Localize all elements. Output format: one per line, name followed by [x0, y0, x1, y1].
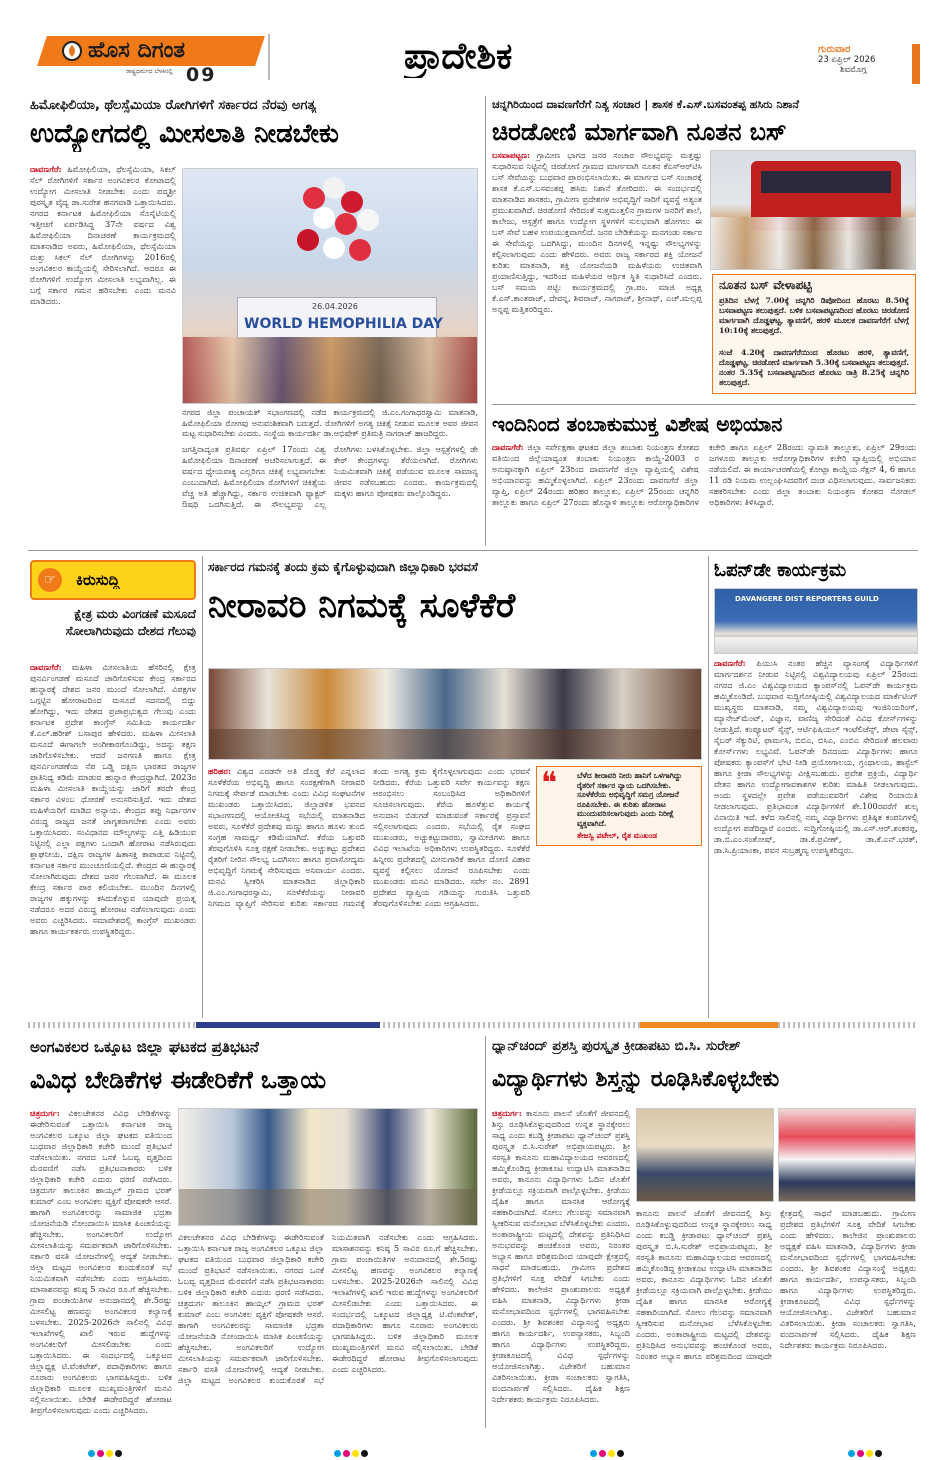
- divider: [202, 556, 203, 1018]
- story5-headline: ಓಪನ್‌ಡೇ ಕಾರ್ಯಕ್ರಮ: [714, 560, 847, 581]
- quote-author: ತೇಜಸ್ವಿ ಪಟೇಲ್, ರೈತ ಮುಖಂಡ: [577, 831, 658, 840]
- day-label: ಗುರುವಾರ: [818, 44, 851, 55]
- story7-body-right: [636, 1208, 916, 1426]
- story7-photo-2: [778, 1108, 916, 1202]
- story2-photo: [710, 150, 916, 270]
- story7-body-left: [492, 1108, 630, 1426]
- story5-body-text: ಪಿಯುಸಿ ನಂತರ ಹೆಚ್ಚಿನ ವ್ಯಾಸಂಗಕ್ಕೆ ವಿದ್ಯಾರ್ಥಿಗಳಿಗೆ ಮಾರ್ಗದರ್ಶನ ನೀಡುವ ನಿಟ್ಟಿನಲ್ಲಿ ವಿಶ್ವವಿದ್ಯಾಲಯವು ಏಪ್ರಿಲ್ 25ರಂದು ನಗರದ ಜಿ.ಎಂ ವಿಶ್ವವಿದ್ಯಾಲಯದ ಕ್ಯಾಂಪಸ್‌ನಲ್ಲಿ ಓಪನ್‌ಡೇ ಕಾರ್ಯಕ್ರಮ ಹಮ್ಮಿಕೊಂಡಿದೆ. ಬುಧವಾರ ಸುದ್ದಿಗೋಷ್ಠಿಯಲ್ಲಿ ವಿಶ್ವವಿದ್ಯಾಲಯದ ಮಾರ್ಕೆಟಿಂಗ್ ಮುಖ್ಯಸ್ಥರು ಮಾತನಾಡಿ, ನಮ್ಮ ವಿಶ್ವವಿದ್ಯಾಲಯವು ಇಂಜಿನಿಯರಿಂಗ್, ಮ್ಯಾನೇಜ್‌ಮೆಂಟ್, ವಿಜ್ಞಾನ, ವಾಣಿಜ್ಯ ಸೇರಿದಂತೆ ವಿವಿಧ ಕೋರ್ಸ್‌ಗಳನ್ನು ನೀಡುತ್ತಿದೆ. ಕಂಪ್ಯೂಟರ್ ಸೈನ್ಸ್, ಆರ್ಟಿಫಿಷಿಯಲ್ ಇಂಟೆಲಿಜೆನ್ಸ್, ಡೇಟಾ ಸೈನ್ಸ್, ಸೈಬರ್ ಸೆಕ್ಯುರಿಟಿ, ಫಾರ್ಮಸಿ, ಬಿಬಿಎ, ಬಿಸಿಎ, ಎಂಬಿಎ ಸೇರಿದಂತೆ ಹಲವಾರು ಕೋರ್ಸ್‌ಗಳು ಲಭ್ಯವಿವೆ. ಓಪನ್‌ಡೇ ದಿನದಂದು ವಿದ್ಯಾರ್ಥಿಗಳು ಹಾಗೂ ಪೋಷಕರು ಕ್ಯಾಂಪಸ್‌ಗೆ ಭೇಟಿ ನೀಡಿ ಪ್ರಯೋಗಾಲಯ, ಗ್ರಂಥಾಲಯ, ಹಾಸ್ಟೆಲ್ ಹಾಗೂ ಕ್ರೀಡಾ ಸೌಲಭ್ಯಗಳನ್ನು ವೀಕ್ಷಿಸಬಹುದು. ಪ್ರವೇಶ ಪ್ರಕ್ರಿಯೆ, ವಿದ್ಯಾರ್ಥಿ ವೇತನ ಹಾಗೂ ಉದ್ಯೋಗಾವಕಾಶಗಳ ಕುರಿತು ಮಾಹಿತಿ ನೀಡಲಾಗುವುದು. ಅಂದು ಸ್ಥಳದಲ್ಲೇ ಪ್ರವೇಶ ಪಡೆಯುವವರಿಗೆ ವಿಶೇಷ ರಿಯಾಯಿತಿ ನೀಡಲಾಗುವುದು. ಪ್ರತಿಭಾವಂತ ವಿದ್ಯಾರ್ಥಿಗಳಿಗೆ ಶೇ.100ರವರೆಗೆ ಶುಲ್ಕ ವಿನಾಯಿತಿ ಇದೆ. ಕಳೆದ ಸಾಲಿನಲ್ಲಿ ನಮ್ಮ ವಿದ್ಯಾರ್ಥಿಗಳು ಪ್ರತಿಷ್ಠಿತ ಕಂಪನಿಗಳಲ್ಲಿ ಉದ್ಯೋಗ ಪಡೆದಿದ್ದಾರೆ ಎಂದರು. ಸುದ್ದಿಗೋಷ್ಠಿಯಲ್ಲಿ ಡಾ.ಎಸ್.ಆರ್.ಶಂಕರಪ್ಪ, ಡಾ.ಬಿ.ಎಂ.ಸಂತೋಷ್, ಡಾ.ಕೆ.ಪ್ರವೀಣ್, ಡಾ.ಕೆ.ಎನ್.ಭರತ್, ಡಾ.ಸಿ.ಪ್ರಿಯಾಂಕಾ, ಪವನ ಸುಬ್ರಹ್ಮಣ್ಯ ಉಪಸ್ಥಿತರಿದ್ದರು.: [714, 658, 918, 855]
- story4-photo: [208, 668, 702, 760]
- bus-schedule-title: ನೂತನ ಬಸ್ ವೇಳಾಪಟ್ಟಿ: [719, 278, 812, 292]
- separator-orange: [640, 1022, 778, 1028]
- story3-body-text: ಜಿಲ್ಲಾ ಸರ್ವೇಕ್ಷಣಾ ಘಟಕದ ಜಿಲ್ಲಾ ತಂಬಾಕು ನಿಯಂತ್ರಣ ಕೋಶದ ವತಿಯಿಂದ ಜಿಲ್ಲೆಯಾದ್ಯಂತ ತಂಬಾಕು ನಿಯಂತ್ರಣ ಕಾಯ್ದೆ-2003 ರ ಅನುಷ್ಠಾನಕ್ಕಾಗಿ ಏಪ್ರಿಲ್ 23ರಿಂದ ದಾವಣಗೆರೆ ಜಿಲ್ಲಾ ವ್ಯಾಪ್ತಿಯಲ್ಲಿ ವಿಶೇಷ ಅಭಿಯಾನವನ್ನು ಹಮ್ಮಿಕೊಳ್ಳಲಾಗಿದೆ. ಏಪ್ರಿಲ್ 23ರಂದು ದಾವಣಗೆರೆ ಜಿಲ್ಲಾ ವ್ಯಾಪ್ತಿ, ಏಪ್ರಿಲ್ 24ರಂದು ಹರಿಹರ ತಾಲ್ಲೂಕು, ಏಪ್ರಿಲ್ 25ರಂದು ಚನ್ನಗಿರಿ ತಾಲ್ಲೂಕು ಹಾಗೂ ಏಪ್ರಿಲ್ 27ರಂದು ಹೊನ್ನಾಳಿ ತಾಲ್ಲೂಕು ಆರೋಗ್ಯಾಧಿಕಾರಿಗಳ ಕಚೇರಿ ಹಾಗೂ ಏಪ್ರಿಲ್ 28ರಂದು ನ್ಯಾಮತಿ ತಾಲ್ಲೂಕು, ಏಪ್ರಿಲ್ 29ರಂದು ಜಗಳೂರು ತಾಲ್ಲೂಕು ಆರೋಗ್ಯಾಧಿಕಾರಿಗಳ ಕಚೇರಿ ವ್ಯಾಪ್ತಿಯಲ್ಲಿ ಅಭಿಯಾನ ನಡೆಯಲಿದೆ. ಈ ಕಾರ್ಯಾಚರಣೆಯಲ್ಲಿ ಕೋಟ್ಪಾ ಕಾಯ್ದೆಯ ಸೆಕ್ಷನ್ 4, 6 ಹಾಗೂ 11 ರಡಿ ನಿಯಮ ಉಲ್ಲಂಘಿಸಿದವರಿಗೆ ದಂಡ ವಿಧಿಸಲಾಗುವುದು. ಸಾರ್ವಜನಿಕರು ಸಹಕರಿಸಬೇಕು ಎಂದು ಜಿಲ್ಲಾ ತಂಬಾಕು ನಿಯಂತ್ರಣ ಕೋಶದ ನೋಡಲ್ ಅಧಿಕಾರಿಗಳು ತಿಳಿಸಿದ್ದಾರೆ.: [492, 442, 916, 507]
- story6-photo: [178, 1108, 478, 1226]
- story7-body-text: ಕಾನೂನು ಪಾಲನೆ ಜೊತೆಗೆ ಜೀವನದಲ್ಲಿ ಶಿಸ್ತು ರೂಢಿಸಿಕೊಳ್ಳುವುದರಿಂದ ಉನ್ನತ ಸ್ಥಾನಕ್ಕೇರಲು ಸಾಧ್ಯ ಎಂದು ಕಬಡ್ಡಿ ಕ್ರೀಡಾಪಟು ಧ್ಯಾನ್‌ಚಂದ್ ಪ್ರಶಸ್ತಿ ಪುರಸ್ಕೃತ ಬಿ.ಸಿ.ಸುರೇಶ್ ಅಭಿಪ್ರಾಯಪಟ್ಟರು. ಶ್ರೀ ಸರಸ್ವತಿ ಕಾನೂನು ಮಹಾವಿದ್ಯಾಲಯದ ಆವರಣದಲ್ಲಿ ಹಮ್ಮಿಕೊಂಡಿದ್ದ ಕ್ರೀಡಾಕೂಟ ಉದ್ಘಾಟಿಸಿ ಮಾತನಾಡಿದ ಅವರು, ಕಾನೂನು ವಿದ್ಯಾರ್ಥಿಗಳು ಓದಿನ ಜೊತೆಗೆ ಕ್ರೀಡೆಯಲ್ಲೂ ಸಕ್ರಿಯವಾಗಿ ಪಾಲ್ಗೊಳ್ಳಬೇಕು. ಕ್ರೀಡೆಯು ದೈಹಿಕ ಹಾಗೂ ಮಾನಸಿಕ ಆರೋಗ್ಯಕ್ಕೆ ಸಹಕಾರಿಯಾಗಿದೆ. ಸೋಲು ಗೆಲುವನ್ನು ಸಮಾನವಾಗಿ ಸ್ವೀಕರಿಸುವ ಮನೋಭಾವ ಬೆಳೆಸಿಕೊಳ್ಳಬೇಕು ಎಂದರು. ಅಂತಾರಾಷ್ಟ್ರೀಯ ಮಟ್ಟದಲ್ಲಿ ದೇಶವನ್ನು ಪ್ರತಿನಿಧಿಸಿದ ಅನುಭವವನ್ನು ಹಂಚಿಕೊಂಡ ಅವರು, ನಿರಂತರ ಅಭ್ಯಾಸ ಹಾಗೂ ಪರಿಶ್ರಮದಿಂದ ಯಾವುದೇ ಕ್ಷೇತ್ರದಲ್ಲಿ ಸಾಧನೆ ಮಾಡಬಹುದು. ಗ್ರಾಮೀಣ ಪ್ರದೇಶದ ಪ್ರತಿಭೆಗಳಿಗೆ ಸೂಕ್ತ ವೇದಿಕೆ ಸಿಗಬೇಕು ಎಂದು ಹೇಳಿದರು. ಕಾಲೇಜಿನ ಪ್ರಾಂಶುಪಾಲರು ಅಧ್ಯಕ್ಷತೆ ವಹಿಸಿ ಮಾತನಾಡಿ, ವಿದ್ಯಾರ್ಥಿಗಳು ಕ್ರೀಡಾ ಮನೋಭಾವದಿಂದ ಸ್ಪರ್ಧೆಗಳಲ್ಲಿ ಭಾಗವಹಿಸಬೇಕು ಎಂದರು. ಶ್ರೀ ಶಿವಶಂಕರ ವಿದ್ಯಾಸಂಸ್ಥೆ ಅಧ್ಯಕ್ಷರು ಹಾಗೂ ಕಾರ್ಯದರ್ಶಿ, ಉಪನ್ಯಾಸಕರು, ಸಿಬ್ಬಂದಿ ಹಾಗೂ ವಿದ್ಯಾರ್ಥಿಗಳು ಉಪಸ್ಥಿತರಿದ್ದರು. ಕ್ರೀಡಾಕೂಟದಲ್ಲಿ ವಿವಿಧ ಸ್ಪರ್ಧೆಗಳನ್ನು ಆಯೋಜಿಸಲಾಗಿತ್ತು. ವಿಜೇತರಿಗೆ ಬಹುಮಾನ ವಿತರಿಸಲಾಯಿತು. ಕ್ರೀಡಾ ಸಂಚಾಲಕರು ಸ್ವಾಗತಿಸಿ, ವಂದನಾರ್ಪಣೆ ಸಲ್ಲಿಸಿದರು. ದೈಹಿಕ ಶಿಕ್ಷಣ ನಿರ್ದೇಶಕರು ಕಾರ್ಯಕ್ರಮ ನಿರೂಪಿಸಿದರು.: [492, 1108, 630, 1404]
- story2-headline: ಚಿರಡೋಣಿ ಮಾರ್ಗವಾಗಿ ನೂತನ ಬಸ್: [492, 118, 787, 146]
- quote-text: ಬೆಳೆದ ಶೀರಾವರಿ ನೀರು ಹಾನಿಗೆ ಒಳಗಾಗಿದ್ದು ರೈತರಿಗೆ ಸರ್ಕಾರ ನ್ಯಾಯ ಒದಗಿಸಬೇಕು. ಸೂಳೆಕೆರೆಯ ಅಭಿವೃದ್ಧಿಗೆ ಸಮಗ್ರ ಯೋಜನೆ ರೂಪಿಸಬೇಕು. ಈ ಕುರಿತು ಹೋರಾಟ ಮುಂದುವರಿಸಲಾಗುವುದು ಎಂದು ನಿರೀಕ್ಷೆ ವ್ಯಕ್ತವಾಗಿದೆ.: [577, 771, 682, 828]
- story4-body: [208, 766, 530, 1014]
- divider: [485, 96, 486, 546]
- logo-subtitle: ರಾಷ್ಟ್ರಧರ್ಮದ ಬೆಳಕಿನಲ್ಲಿ: [126, 68, 173, 75]
- story3-headline: ಇಂದಿನಿಂದ ತಂಬಾಕುಮುಕ್ತ ವಿಶೇಷ ಅಭಿಯಾನ: [492, 412, 783, 436]
- story6-body-text: ವಿಕಲಚೇತನರ ವಿವಿಧ ಬೇಡಿಕೆಗಳನ್ನು ಈಡೇರಿಸುವಂತೆ ಒತ್ತಾಯಿಸಿ ಕರ್ನಾಟಕ ರಾಜ್ಯ ಅಂಗವಿಕಲರ ಒಕ್ಕೂಟ ಜಿಲ್ಲಾ ಘಟಕದ ವತಿಯಿಂದ ಬುಧವಾರ ಜಿಲ್ಲಾಧಿಕಾರಿ ಕಚೇರಿ ಮುಂದೆ ಪ್ರತಿಭಟನೆ ನಡೆಸಲಾಯಿತು. ನಗರದ ಒನಕೆ ಓಬವ್ವ ವೃತ್ತದಿಂದ ಮೆರವಣಿಗೆ ನಡೆಸಿ ಪ್ರತಿಭಟನಾಕಾರರು ಬಳಿಕ ಜಿಲ್ಲಾಧಿಕಾರಿ ಕಚೇರಿ ಎದುರು ಧರಣಿ ನಡೆಸಿದರು. ಚಿತ್ರದುರ್ಗ ತಾಲೂಕಿನ ಹಾಯ್ಕಲ್ ಗ್ರಾಮದ ಭರತ್ ಕುಮಾರ್ ಎಂಬ ಅಂಗವಿಕಲ ವ್ಯಕ್ತಿಗೆ ಪೋಷಕರೇ ಆಸರೆ. ಹಾಗಾಗಿ ಅಂಗವಿಕಲರನ್ನು ಸಾಮಾಜಿಕ ಭದ್ರತಾ ಯೋಜನೆಯಡಿ ನೋಂದಾಯಿಸಿ ಮಾಸಿಕ ಪಿಂಚಣಿಯನ್ನು ಹೆಚ್ಚಿಸಬೇಕು. ಅಂಗವಿಕಲರಿಗೆ ಉದ್ಯೋಗ ಮೀಸಲಾತಿಯನ್ನು ಸಮರ್ಪಕವಾಗಿ ಜಾರಿಗೊಳಿಸಬೇಕು. ಸರ್ಕಾರಿ ವಸತಿ ಯೋಜನೆಗಳಲ್ಲಿ ಆದ್ಯತೆ ನೀಡಬೇಕು. ಜಿಲ್ಲಾ ಮಟ್ಟದ ಅಂಗವಿಕಲರ ಕುಂದುಕೊರತೆ ಸಭೆ ನಿಯಮಿತವಾಗಿ ನಡೆಸಬೇಕು ಎಂದು ಆಗ್ರಹಿಸಿದರು. ಮಾಸಾಶನವನ್ನು ಕನಿಷ್ಠ 5 ಸಾವಿರ ರೂ.ಗೆ ಹೆಚ್ಚಿಸಬೇಕು. ಗ್ರಾಮ ಪಂಚಾಯಿತಿಗಳ ಅನುದಾನದಲ್ಲಿ ಶೇ.5ರಷ್ಟು ಮೀಸಲಿಟ್ಟ ಹಣವನ್ನು ಅಂಗವಿಕಲರ ಕಲ್ಯಾಣಕ್ಕೆ ಬಳಸಬೇಕು. 2025-2026ನೇ ಸಾಲಿನಲ್ಲಿ ವಿವಿಧ ಇಲಾಖೆಗಳಲ್ಲಿ ಖಾಲಿ ಇರುವ ಹುದ್ದೆಗಳನ್ನು ಅಂಗವಿಕಲರಿಗೆ ಮೀಸಲಿಡಬೇಕು ಎಂದು ಒತ್ತಾಯಿಸಿದರು. ಈ ಸಂದರ್ಭದಲ್ಲಿ ಒಕ್ಕೂಟದ ಜಿಲ್ಲಾಧ್ಯಕ್ಷ ಟಿ.ವೆಂಕಟೇಶ್, ಪದಾಧಿಕಾರಿಗಳು ಹಾಗೂ ನೂರಾರು ಅಂಗವಿಕಲರು ಭಾಗವಹಿಸಿದ್ದರು. ಬಳಿಕ ಜಿಲ್ಲಾಧಿಕಾರಿ ಮೂಲಕ ಮುಖ್ಯಮಂತ್ರಿಗಳಿಗೆ ಮನವಿ ಸಲ್ಲಿಸಲಾಯಿತು. ಬೇಡಿಕೆ ಈಡೇರದಿದ್ದರೆ ಹೋರಾಟ ತೀವ್ರಗೊಳಿಸಲಾಗುವುದು ಎಂದು ಎಚ್ಚರಿಸಿದರು.: [30, 1108, 172, 1415]
- story1-body-left: [30, 164, 176, 542]
- balloons-decor: [283, 177, 393, 297]
- quote-icon: ❝: [541, 766, 558, 801]
- logo-text: ಹೊಸ ದಿಗಂತ: [88, 38, 186, 63]
- kirusuddi-dateline: ದಾವಣಗೆರೆ:: [30, 662, 62, 672]
- meeting-decor: [209, 729, 702, 760]
- photo-banner-text: WORLD HEMOPHILIA DAY: [244, 316, 443, 332]
- story1-body1: ಹಿಮೋಫಿಲಿಯಾ, ಥೆಲಸ್ಸೆಮಿಯಾ, ಸಿಕಲ್ ಸೆಲ್ ರೋಗಿಗಳಿಗೆ ಸರ್ಕಾರ ಅಂಗವಿಕಲರ ಕೋಟಾದಲ್ಲಿ ಉದ್ಯೋಗ ಮೀಸಲಾತಿ ನೀಡಬೇಕು ಎಂದು ಪದ್ಮಶ್ರೀ ಪುರಸ್ಕೃತ ವೈದ್ಯ ಡಾ.ಸುರೇಶ ಹನಗವಾಡಿ ಒತ್ತಾಯಿಸಿದರು. ನಗರದ ಕರ್ನಾಟಕ ಹಿಮೋಫಿಲಿಯಾ ಸೊಸೈಟಿಯಲ್ಲಿ ಇತ್ತೀಚಿಗೆ ಏರ್ಪಡಿಸಿದ್ದ 37ನೇ ವರ್ಷದ ವಿಶ್ವ ಹಿಮೋಫಿಲಿಯಾ ದಿನಾಚರಣೆ ಕಾರ್ಯಕ್ರಮದಲ್ಲಿ ಮಾತನಾಡಿದ ಅವರು, ಹಿಮೋಫಿಲಿಯಾ, ಥೆಲಸ್ಸೆಮಿಯಾ ಮತ್ತು ಸಿಕಲ್ ಸೆಲ್ ರೋಗಿಗಳನ್ನು 2016ರಲ್ಲಿ ಅಂಗವಿಕಲರ ಕಾಯ್ದೆಯಲ್ಲಿ ಸೇರಿಸಲಾಗಿದೆ. ಆದರೂ ಈ ರೋಗಿಗಳಿಗೆ ಉದ್ಯೋಗ ಮೀಸಲಾತಿ ಲಭ್ಯವಾಗಿಲ್ಲ. ಈ ಬಗ್ಗೆ ಸರ್ಕಾರ ಗಮನ ಹರಿಸಬೇಕು ಎಂದು ಮನವಿ ಮಾಡಿದರು.: [30, 164, 176, 306]
- story7-dateline: ಚಿತ್ರದುರ್ಗ:: [492, 1108, 522, 1118]
- separator-blue: [196, 1022, 380, 1028]
- story1-caption: ನಗರದ ಜಿಲ್ಲಾ ಪಂಚಾಯತ್ ಸಭಾಂಗಣದಲ್ಲಿ ನಡೆದ ಕಾರ್ಯಕ್ರಮದಲ್ಲಿ ಜಿ.ಎಂ.ಗಂಗಾಧರಸ್ವಾಮಿ ಮಾತನಾಡಿ, ಹಿಮೋಫಿಲಿಯಾ ರೋಗವು ಅನುವಂಶಿಕವಾಗಿ ಬರುತ್ತದೆ. ರೋಗಿಗಳಿಗೆ ಅಗತ್ಯ ಚಿಕಿತ್ಸೆ ನೀಡುವ ಮೂಲಕ ಅವರ ಜೀವನ ಮಟ್ಟ ಸುಧಾರಿಸಬೇಕು ಎಂದರು. ಸಂಸ್ಥೆಯ ಕಾರ್ಯದರ್ಶಿ ಡಾ.ಅಭಿಷೇಕ್ ಪ್ರತಿಮತ್ರಿ ನಾಗರಾಜ್ ಹಾಜರಿದ್ದರು.: [182, 408, 478, 438]
- story6-body-right: [178, 1232, 478, 1426]
- story6-headline: ವಿವಿಧ ಬೇಡಿಕೆಗಳ ಈಡೇರಿಕೆಗೆ ಒತ್ತಾಯ: [30, 1066, 327, 1094]
- edge-tab: [912, 44, 920, 84]
- story4-kicker: ಸರ್ಕಾರದ ಗಮನಕ್ಕೆ ತಂದು ಕ್ರಮ ಕೈಗೊಳ್ಳುವುದಾಗಿ ಜಿಲ್ಲಾಧಿಕಾರಿ ಭರವಸೆ: [208, 560, 478, 574]
- story4-headline: ನೀರಾವರಿ ನಿಗಮಕ್ಕೆ ಸೂಳೆಕೆರೆ: [208, 586, 516, 626]
- kirusuddi-headline: ಕ್ಷೇತ್ರ ಮರು ವಿಂಗಡಣೆ ಮಸೂದೆ ಸೋಲಾಗಿರುವುದು ದೇಶದ ಗೆಲುವು: [65, 607, 196, 638]
- story7-body-cont: ಕಾನೂನು ಪಾಲನೆ ಜೊತೆಗೆ ಜೀವನದಲ್ಲಿ ಶಿಸ್ತು ರೂಢಿಸಿಕೊಳ್ಳುವುದರಿಂದ ಉನ್ನತ ಸ್ಥಾನಕ್ಕೇರಲು ಸಾಧ್ಯ ಎಂದು ಕಬಡ್ಡಿ ಕ್ರೀಡಾಪಟು ಧ್ಯಾನ್‌ಚಂದ್ ಪ್ರಶಸ್ತಿ ಪುರಸ್ಕೃತ ಬಿ.ಸಿ.ಸುರೇಶ್ ಅಭಿಪ್ರಾಯಪಟ್ಟರು. ಶ್ರೀ ಸರಸ್ವತಿ ಕಾನೂನು ಮಹಾವಿದ್ಯಾಲಯದ ಆವರಣದಲ್ಲಿ ಹಮ್ಮಿಕೊಂಡಿದ್ದ ಕ್ರೀಡಾಕೂಟ ಉದ್ಘಾಟಿಸಿ ಮಾತನಾಡಿದ ಅವರು, ಕಾನೂನು ವಿದ್ಯಾರ್ಥಿಗಳು ಓದಿನ ಜೊತೆಗೆ ಕ್ರೀಡೆಯಲ್ಲೂ ಸಕ್ರಿಯವಾಗಿ ಪಾಲ್ಗೊಳ್ಳಬೇಕು. ಕ್ರೀಡೆಯು ದೈಹಿಕ ಹಾಗೂ ಮಾನಸಿಕ ಆರೋಗ್ಯಕ್ಕೆ ಸಹಕಾರಿಯಾಗಿದೆ. ಸೋಲು ಗೆಲುವನ್ನು ಸಮಾನವಾಗಿ ಸ್ವೀಕರಿಸುವ ಮನೋಭಾವ ಬೆಳೆಸಿಕೊಳ್ಳಬೇಕು ಎಂದರು. ಅಂತಾರಾಷ್ಟ್ರೀಯ ಮಟ್ಟದಲ್ಲಿ ದೇಶವನ್ನು ಪ್ರತಿನಿಧಿಸಿದ ಅನುಭವವನ್ನು ಹಂಚಿಕೊಂಡ ಅವರು, ನಿರಂತರ ಅಭ್ಯಾಸ ಹಾಗೂ ಪರಿಶ್ರಮದಿಂದ ಯಾವುದೇ ಕ್ಷೇತ್ರದಲ್ಲಿ ಸಾಧನೆ ಮಾಡಬಹುದು. ಗ್ರಾಮೀಣ ಪ್ರದೇಶದ ಪ್ರತಿಭೆಗಳಿಗೆ ಸೂಕ್ತ ವೇದಿಕೆ ಸಿಗಬೇಕು ಎಂದು ಹೇಳಿದರು. ಕಾಲೇಜಿನ ಪ್ರಾಂಶುಪಾಲರು ಅಧ್ಯಕ್ಷತೆ ವಹಿಸಿ ಮಾತನಾಡಿ, ವಿದ್ಯಾರ್ಥಿಗಳು ಕ್ರೀಡಾ ಮನೋಭಾವದಿಂದ ಸ್ಪರ್ಧೆಗಳಲ್ಲಿ ಭಾಗವಹಿಸಬೇಕು ಎಂದರು. ಶ್ರೀ ಶಿವಶಂಕರ ವಿದ್ಯಾಸಂಸ್ಥೆ ಅಧ್ಯಕ್ಷರು ಹಾಗೂ ಕಾರ್ಯದರ್ಶಿ, ಉಪನ್ಯಾಸಕರು, ಸಿಬ್ಬಂದಿ ಹಾಗೂ ವಿದ್ಯಾರ್ಥಿಗಳು ಉಪಸ್ಥಿತರಿದ್ದರು. ಕ್ರೀಡಾಕೂಟದಲ್ಲಿ ವಿವಿಧ ಸ್ಪರ್ಧೆಗಳನ್ನು ಆಯೋಜಿಸಲಾಗಿತ್ತು. ವಿಜೇತರಿಗೆ ಬಹುಮಾನ ವಿತರಿಸಲಾಯಿತು. ಕ್ರೀಡಾ ಸಂಚಾಲಕರು ಸ್ವಾಗತಿಸಿ, ವಂದನಾರ್ಪಣೆ ಸಲ್ಲಿಸಿದರು. ದೈಹಿಕ ಶಿಕ್ಷಣ ನಿರ್ದೇಶಕರು ಕಾರ್ಯಕ್ರಮ ನಿರೂಪಿಸಿದರು.: [636, 1208, 916, 1361]
- story1-photo: [182, 168, 478, 404]
- story4-dateline: ಹರಿಹರ:: [208, 766, 232, 776]
- kirusuddi-tag: [30, 560, 196, 600]
- story7-photo-1: [636, 1108, 774, 1202]
- section-title: ಪ್ರಾದೇಶಿಕ: [404, 35, 513, 77]
- bus-schedule-line-1: ಪ್ರತಿದಿನ ಬೆಳಗ್ಗೆ 7.00ಕ್ಕೆ ಚನ್ನಗಿರಿ ಡಿಪೋದಿಂದ ಹೊರಟು 8.50ಕ್ಕೆ ಬಸವಾಪಟ್ಟಣ ತಲುಪುತ್ತದೆ. ಬಳಿಕ ಬಸವಾಪಟ್ಟಣದಿಂದ ಹೊರಟು ಚಿರಡೋಣಿ ಮಾರ್ಗವಾಗಿ ದೊಡ್ಡಘಟ್ಟ, ತ್ಯಾವಣಿಗೆ, ಹರಳಿ ಮೂಲಕ ದಾವಣಗೆರೆಗೆ ಬೆಳಗ್ಗೆ 10:10ಕ್ಕೆ ತಲುಪುತ್ತದೆ.: [719, 296, 909, 335]
- story5-dateline: ದಾವಣಗೆರೆ:: [714, 658, 746, 668]
- city-label: ಶಿವಮೊಗ್ಗ: [840, 65, 867, 75]
- story2-dateline: ಬಸವಾಪಟ್ಟಣ:: [492, 150, 531, 160]
- divider: [708, 556, 709, 1018]
- story3-body: [492, 442, 916, 544]
- bus-schedule-box: [712, 274, 916, 394]
- story2-body-text: ಗ್ರಾಮೀಣ ಭಾಗದ ಜನರ ಸಂಚಾರ ಸೌಲಭ್ಯವನ್ನು ಮತ್ತಷ್ಟು ಸುಧಾರಿಸುವ ನಿಟ್ಟಿನಲ್ಲಿ ಚಿರಡೋಣಿ ಗ್ರಾಮದ ಮಾರ್ಗವಾಗಿ ನೂತನ ಕೆಎಸ್ಆರ್‌ಟಿಸಿ ಬಸ್ ಸೇವೆಯನ್ನು ಬುಧವಾರ ಪ್ರಾರಂಭಿಸಲಾಯಿತು. ಈ ಮಾರ್ಗದ ಬಸ್ ಸಂಚಾರಕ್ಕೆ ಶಾಸಕ ಕೆ.ಎಸ್.ಬಸವಂತಪ್ಪ ಹಸಿರು ನಿಶಾನೆ ತೋರಿದರು. ಈ ಸಂದರ್ಭದಲ್ಲಿ ಮಾತನಾಡಿದ ಶಾಸಕರು, ಗ್ರಾಮೀಣ ಪ್ರದೇಶಗಳ ಅಭಿವೃದ್ಧಿಗೆ ಸಾರಿಗೆ ವ್ಯವಸ್ಥೆ ಅತ್ಯಂತ ಪ್ರಮುಖವಾಗಿದೆ. ಚಿರಡೋಣಿ ಸೇರಿದಂತೆ ಸುತ್ತಮುತ್ತಲಿನ ಗ್ರಾಮಗಳ ಜನರಿಗೆ ಶಾಲೆ, ಕಾಲೇಜು, ಆಸ್ಪತ್ರೆಗೆ ಹಾಗೂ ಉದ್ಯೋಗ ಸ್ಥಳಗಳಿಗೆ ಸುಲಭವಾಗಿ ಹೋಗಲು ಈ ಬಸ್ ಸೇವೆ ಬಹಳ ಉಪಯುಕ್ತವಾಗಲಿದೆ. ಜನರ ಬೇಡಿಕೆಯನ್ನು ಮನಗಂಡು ಸರ್ಕಾರ ಈ ಸೇವೆಯನ್ನು ಒದಗಿಸಿದ್ದು, ಮುಂದಿನ ದಿನಗಳಲ್ಲಿ ಇನ್ನಷ್ಟು ಸೌಲಭ್ಯಗಳನ್ನು ಕಲ್ಪಿಸಲಾಗುವುದು ಎಂದು ಹೇಳಿದರು. ಅವರು ರಾಜ್ಯ ಸರ್ಕಾರದ ಶಕ್ತಿ ಯೋಜನೆ ಕುರಿತು ಮಾತನಾಡಿ, ಶಕ್ತಿ ಯೋಜನೆಯಡಿ ಮಹಿಳೆಯರು ಉಚಿತವಾಗಿ ಪ್ರಯಾಣಿಸುತ್ತಿದ್ದು, ಇದರಿಂದ ಮಹಿಳೆಯರ ಆರ್ಥಿಕ ಸ್ಥಿತಿ ಸುಧಾರಿಸಿದೆ ಎಂದರು. ಬಸ್ ಸಮಯ ಪಟ್ಟಿ: ಕಾರ್ಯಕ್ರಮದಲ್ಲಿ ಗ್ರಾ.ಪಂ. ಮಾಜಿ ಅಧ್ಯಕ್ಷ ಕೆ.ಎಸ್.ಕಾಂತರಾಜ್, ದೇವನ್ನ, ಶಿವರಾಜ್, ನಾಗರಾಜ್, ಶ್ರೀನಾಥ್, ಎಚ್.ಮಲ್ಲಪ್ಪ ಅನ್ನಪ್ಪ ಮತ್ತಿತರರಿದ್ದರು.: [492, 150, 702, 314]
- photo-banner-date: 26.04.2026: [312, 302, 358, 311]
- story5-photo: [714, 588, 918, 654]
- story2-kicker: ಚನ್ನಗಿರಿಯಿಂದ ದಾವಣಗೆರೆಗೆ ನಿತ್ಯ ಸಂಚಾರ | ಶಾಸಕ ಕೆ.ಎಸ್.ಬಸವಂತಪ್ಪ ಹಸಿರು ನಿಶಾನೆ: [492, 98, 799, 111]
- divider: [28, 550, 918, 551]
- kirusuddi-body-text: ಮಹಿಳಾ ಮೀಸಲಾತಿಯ ಹೆಸರಿನಲ್ಲಿ ಕ್ಷೇತ್ರ ಪುನರ್ವಿಂಗಡಣೆ ಮಸೂದೆ ಜಾರಿಗೊಳಿಸುವ ಕೇಂದ್ರ ಸರ್ಕಾರದ ಹುನ್ನಾರಕ್ಕೆ ದೇಶದ ಜನರ ಮುಂದೆ ಸೋಲಾಗಿದೆ. ವಿಪಕ್ಷಗಳ ಒಗ್ಗಟ್ಟಿನ ಹೋರಾಟದಿಂದ ಮಸೂದೆ ಸದನದಲ್ಲಿ ಬಿದ್ದು ಹೋಗಿದ್ದು, ಇದು ದೇಶದ ಪ್ರಜಾಪ್ರಭುತ್ವದ ಗೆಲುವು ಎಂದು ಕರ್ನಾಟಕ ಪ್ರದೇಶ ಕಾಂಗ್ರೆಸ್ ಸಮಿತಿಯ ಕಾರ್ಯದರ್ಶಿ ಕೆ.ಎಲ್.ಹರೀಶ್ ಬಸಾಪುರ ಹೇಳಿದರು. ಮಹಿಳಾ ಮೀಸಲಾತಿ ಮಸೂದೆ ಈಗಾಗಲೇ ಅಂಗೀಕಾರಗೊಂಡಿದ್ದು, ಅದನ್ನು ತಕ್ಷಣ ಜಾರಿಗೊಳಿಸಬೇಕು. ಆದರೆ ಜನಗಣತಿ ಹಾಗೂ ಕ್ಷೇತ್ರ ಪುನರ್ವಿಂಗಡಣೆಯ ನೆಪ ಒಡ್ಡಿ ದಕ್ಷಿಣ ಭಾರತದ ರಾಜ್ಯಗಳ ಪ್ರಾತಿನಿಧ್ಯ ಕಡಿಮೆ ಮಾಡುವ ಹುನ್ನಾರ ಕೇಂದ್ರದ್ದಾಗಿದೆ. 2023ರ ಮಹಿಳಾ ಮೀಸಲಾತಿ ಕಾಯ್ದೆಯನ್ನು ಜಾರಿಗೆ ತರದೇ ಕೇಂದ್ರ ಸರ್ಕಾರ ವಿಳಂಬ ಧೋರಣೆ ಅನುಸರಿಸುತ್ತಿದೆ. ಇದು ದೇಶದ ಮಹಿಳೆಯರಿಗೆ ಮಾಡಿದ ಅನ್ಯಾಯ. ಕೇಂದ್ರದ ತಪ್ಪು ನಿರ್ಧಾರಗಳ ವಿರುದ್ಧ ರಾಜ್ಯದ ಜನತೆ ಜಾಗೃತರಾಗಬೇಕು ಎಂದು ಅವರು ಒತ್ತಾಯಿಸಿದರು. ಸಂವಿಧಾನದ ಮೌಲ್ಯಗಳನ್ನು ಎತ್ತಿ ಹಿಡಿಯುವ ನಿಟ್ಟಿನಲ್ಲಿ ಎಲ್ಲಾ ಪಕ್ಷಗಳು ಒಂದಾಗಿ ಹೋರಾಟ ನಡೆಸಿರುವುದು ಶ್ಲಾಘನೀಯ. ದಕ್ಷಿಣ ರಾಜ್ಯಗಳ ಹಿತಾಸಕ್ತಿ ಕಾಪಾಡುವ ನಿಟ್ಟಿನಲ್ಲಿ ಕರ್ನಾಟಕ ಸರ್ಕಾರ ಮುಂಚೂಣಿಯಲ್ಲಿದೆ. ಕೇಂದ್ರದ ಈ ಹುನ್ನಾರಕ್ಕೆ ಸೋಲಾಗಿರುವುದು ದೇಶದ ಜನರ ಗೆಲುವಾಗಿದೆ. ಈ ಮೂಲಕ ಕೇಂದ್ರ ಸರ್ಕಾರ ಪಾಠ ಕಲಿಯಬೇಕು. ಮುಂದಿನ ದಿನಗಳಲ್ಲಿ ರಾಜ್ಯಗಳ ಹಕ್ಕುಗಳನ್ನು ಕಸಿದುಕೊಳ್ಳುವ ಯಾವುದೇ ಪ್ರಯತ್ನ ನಡೆದರೂ ಅದರ ವಿರುದ್ಧ ಹೋರಾಟ ನಡೆಸಲಾಗುವುದು ಎಂದು ಅವರು ಎಚ್ಚರಿಸಿದರು. ಸಮಾವೇಶದಲ್ಲಿ ಕಾಂಗ್ರೆಸ್ ಮುಖಂಡರು ಹಾಗೂ ಕಾರ್ಯಕರ್ತರು ಉಪಸ್ಥಿತರಿದ್ದರು.: [30, 662, 196, 936]
- crowd-decor: [183, 337, 478, 404]
- date-label: 23 ಏಪ್ರಿಲ್ 2026: [818, 55, 876, 65]
- table-decor: [715, 637, 918, 654]
- divider: [485, 1036, 486, 1428]
- story6-kicker: ಅಂಗವಿಕಲರ ಒಕ್ಕೂಟ ಜಿಲ್ಲಾ ಘಟಕದ ಪ್ರತಿಭಟನೆ: [30, 1038, 259, 1056]
- story6-body-cont: ವಿಕಲಚೇತನರ ವಿವಿಧ ಬೇಡಿಕೆಗಳನ್ನು ಈಡೇರಿಸುವಂತೆ ಒತ್ತಾಯಿಸಿ ಕರ್ನಾಟಕ ರಾಜ್ಯ ಅಂಗವಿಕಲರ ಒಕ್ಕೂಟ ಜಿಲ್ಲಾ ಘಟಕದ ವತಿಯಿಂದ ಬುಧವಾರ ಜಿಲ್ಲಾಧಿಕಾರಿ ಕಚೇರಿ ಮುಂದೆ ಪ್ರತಿಭಟನೆ ನಡೆಸಲಾಯಿತು. ನಗರದ ಒನಕೆ ಓಬವ್ವ ವೃತ್ತದಿಂದ ಮೆರವಣಿಗೆ ನಡೆಸಿ ಪ್ರತಿಭಟನಾಕಾರರು ಬಳಿಕ ಜಿಲ್ಲಾಧಿಕಾರಿ ಕಚೇರಿ ಎದುರು ಧರಣಿ ನಡೆಸಿದರು. ಚಿತ್ರದುರ್ಗ ತಾಲೂಕಿನ ಹಾಯ್ಕಲ್ ಗ್ರಾಮದ ಭರತ್ ಕುಮಾರ್ ಎಂಬ ಅಂಗವಿಕಲ ವ್ಯಕ್ತಿಗೆ ಪೋಷಕರೇ ಆಸರೆ. ಹಾಗಾಗಿ ಅಂಗವಿಕಲರನ್ನು ಸಾಮಾಜಿಕ ಭದ್ರತಾ ಯೋಜನೆಯಡಿ ನೋಂದಾಯಿಸಿ ಮಾಸಿಕ ಪಿಂಚಣಿಯನ್ನು ಹೆಚ್ಚಿಸಬೇಕು. ಅಂಗವಿಕಲರಿಗೆ ಉದ್ಯೋಗ ಮೀಸಲಾತಿಯನ್ನು ಸಮರ್ಪಕವಾಗಿ ಜಾರಿಗೊಳಿಸಬೇಕು. ಸರ್ಕಾರಿ ವಸತಿ ಯೋಜನೆಗಳಲ್ಲಿ ಆದ್ಯತೆ ನೀಡಬೇಕು. ಜಿಲ್ಲಾ ಮಟ್ಟದ ಅಂಗವಿಕಲರ ಕುಂದುಕೊರತೆ ಸಭೆ ನಿಯಮಿತವಾಗಿ ನಡೆಸಬೇಕು ಎಂದು ಆಗ್ರಹಿಸಿದರು. ಮಾಸಾಶನವನ್ನು ಕನಿಷ್ಠ 5 ಸಾವಿರ ರೂ.ಗೆ ಹೆಚ್ಚಿಸಬೇಕು. ಗ್ರಾಮ ಪಂಚಾಯಿತಿಗಳ ಅನುದಾನದಲ್ಲಿ ಶೇ.5ರಷ್ಟು ಮೀಸಲಿಟ್ಟ ಹಣವನ್ನು ಅಂಗವಿಕಲರ ಕಲ್ಯಾಣಕ್ಕೆ ಬಳಸಬೇಕು. 2025-2026ನೇ ಸಾಲಿನಲ್ಲಿ ವಿವಿಧ ಇಲಾಖೆಗಳಲ್ಲಿ ಖಾಲಿ ಇರುವ ಹುದ್ದೆಗಳನ್ನು ಅಂಗವಿಕಲರಿಗೆ ಮೀಸಲಿಡಬೇಕು ಎಂದು ಒತ್ತಾಯಿಸಿದರು. ಈ ಸಂದರ್ಭದಲ್ಲಿ ಒಕ್ಕೂಟದ ಜಿಲ್ಲಾಧ್ಯಕ್ಷ ಟಿ.ವೆಂಕಟೇಶ್, ಪದಾಧಿಕಾರಿಗಳು ಹಾಗೂ ನೂರಾರು ಅಂಗವಿಕಲರು ಭಾಗವಹಿಸಿದ್ದರು. ಬಳಿಕ ಜಿಲ್ಲಾಧಿಕಾರಿ ಮೂಲಕ ಮುಖ್ಯಮಂತ್ರಿಗಳಿಗೆ ಮನವಿ ಸಲ್ಲಿಸಲಾಯಿತು. ಬೇಡಿಕೆ ಈಡೇರದಿದ್ದರೆ ಹೋರಾಟ ತೀವ್ರಗೊಳಿಸಲಾಗುವುದು ಎಂದು ಎಚ್ಚರಿಸಿದರು.: [178, 1232, 478, 1385]
- page-number: 09: [186, 65, 217, 85]
- story6-dateline: ಚಿತ್ರದುರ್ಗ:: [30, 1108, 60, 1118]
- photo-banner: [237, 297, 443, 339]
- story1-dateline: ದಾವಣಗೆರೆ:: [30, 164, 62, 174]
- logo-block: [28, 32, 260, 84]
- logo-emblem-icon: [62, 41, 82, 61]
- story7-headline: ವಿದ್ಯಾರ್ಥಿಗಳು ಶಿಸ್ತನ್ನು ರೂಢಿಸಿಕೊಳ್ಳಬೇಕು: [492, 1067, 780, 1092]
- divider: [492, 404, 916, 405]
- story1-body-right: ಜಗತ್ತಿನಾದ್ಯಂತ ಪ್ರತಿವರ್ಷ ಏಪ್ರಿಲ್ 17ರಂದು ವಿಶ್ವ ಹಿಮೋಫಿಲಿಯಾ ದಿನಾಚರಣೆ ಆಚರಿಸಲಾಗುತ್ತದೆ. ಈ ವರ್ಷದ ಧ್ಯೇಯವಾಕ್ಯ ಎಲ್ಲರಿಗೂ ಚಿಕಿತ್ಸೆ ಲಭ್ಯವಾಗಬೇಕು ಎಂಬುದಾಗಿದೆ. ಹಿಮೋಫಿಲಿಯಾ ರೋಗಿಗಳಿಗೆ ಚಿಕಿತ್ಸೆಯ ವೆಚ್ಚ ಅತಿ ಹೆಚ್ಚಾಗಿದ್ದು, ಸರ್ಕಾರ ಉಚಿತವಾಗಿ ಫ್ಯಾಕ್ಟರ್ ಔಷಧಿ ಒದಗಿಸುತ್ತಿದೆ. ಈ ಸೌಲಭ್ಯವನ್ನು ಎಲ್ಲ ರೋಗಿಗಳು ಬಳಸಿಕೊಳ್ಳಬೇಕು. ಜಿಲ್ಲಾ ಆಸ್ಪತ್ರೆಗಳಲ್ಲಿ ಡೇ ಕೇರ್ ಕೇಂದ್ರಗಳನ್ನು ತೆರೆಯಲಾಗಿದೆ. ರೋಗಿಗಳು ನಿಯಮಿತವಾಗಿ ಚಿಕಿತ್ಸೆ ಪಡೆಯುವ ಮೂಲಕ ಸಾಮಾನ್ಯ ಜೀವನ ನಡೆಸಬಹುದು ಎಂದರು. ಕಾರ್ಯಕ್ರಮದಲ್ಲಿ ಮಕ್ಕಳು ಹಾಗೂ ಪೋಷಕರು ಪಾಲ್ಗೊಂಡಿದ್ದರು.: [182, 444, 478, 509]
- date-block: [818, 44, 918, 75]
- story3-dateline: ದಾವಣಗೆರೆ:: [492, 442, 524, 452]
- masthead-divider: [268, 34, 270, 80]
- kirusuddi-body: [30, 662, 196, 1014]
- registration-marks: [0, 1442, 945, 1454]
- story2-body: [492, 150, 702, 398]
- story1-headline: ಉದ್ಯೋಗದಲ್ಲಿ ಮೀಸಲಾತಿ ನೀಡಬೇಕು: [30, 119, 339, 149]
- crowd-decor: [179, 1189, 478, 1226]
- quote-box: [536, 766, 702, 846]
- story4-body-text: ವಿಶ್ವದ ಎರಡನೇ ಅತಿ ದೊಡ್ಡ ಕೆರೆ ಎನ್ನಲಾದ ಸೂಳೆಕೆರೆಯ ಅಭಿವೃದ್ಧಿ ಹಾಗೂ ಸಂರಕ್ಷಣೆಗಾಗಿ ನೀರಾವರಿ ನಿಗಮಕ್ಕೆ ಸೇರ್ಪಡೆ ಮಾಡಬೇಕು ಎಂದು ವಿವಿಧ ಸಂಘಟನೆಗಳ ಮುಖಂಡರು ಒತ್ತಾಯಿಸಿದರು. ಜಿಲ್ಲಾಡಳಿತ ಭವನದ ಸಭಾಂಗಣದಲ್ಲಿ ಆಯೋಜಿಸಿದ್ದ ಸಭೆಯಲ್ಲಿ ಮಾತನಾಡಿದ ಅವರು, ಸೂಳೆಕೆರೆ ಪ್ರದೇಶವು ಮಣ್ಣು ಹಾಗೂ ಹೂಳು ತುಂಬಿ ಸಂಗ್ರಹ ಸಾಮರ್ಥ್ಯ ಕಡಿಮೆಯಾಗಿದೆ. ಕೆರೆಯ ಒತ್ತುವರಿ ತೆರವುಗೊಳಿಸಿ ಸೂಕ್ತ ರಕ್ಷಣೆ ನೀಡಬೇಕು. ಅಚ್ಚುಕಟ್ಟು ಪ್ರದೇಶದ ರೈತರಿಗೆ ನೀರಿನ ಸೌಲಭ್ಯ ಒದಗಿಸಲು ಹಾಗೂ ಪ್ರವಾಸೋದ್ಯಮ ಅಭಿವೃದ್ಧಿಗೆ ನಿಗಮಕ್ಕೆ ಸೇರಿಸುವುದು ಅನಿವಾರ್ಯ ಎಂದರು. ಮನವಿ ಸ್ವೀಕರಿಸಿ ಮಾತನಾಡಿದ ಜಿಲ್ಲಾಧಿಕಾರಿ ಜಿ.ಎಂ.ಗಂಗಾಧರಸ್ವಾಮಿ, ಸೂಳೆಕೆರೆಯನ್ನು ನೀರಾವರಿ ನಿಗಮದ ವ್ಯಾಪ್ತಿಗೆ ಸೇರಿಸುವ ಕುರಿತು ಸರ್ಕಾರದ ಗಮನಕ್ಕೆ ತಂದು ಅಗತ್ಯ ಕ್ರಮ ಕೈಗೊಳ್ಳಲಾಗುವುದು ಎಂದು ಭರವಸೆ ನೀಡಿದರು. ಕೆರೆಯ ಒತ್ತುವರಿ ಸರ್ವೇ ಕಾರ್ಯವನ್ನು ತಕ್ಷಣ ಆರಂಭಿಸಲು ಸಂಬಂಧಿಸಿದ ಅಧಿಕಾರಿಗಳಿಗೆ ಸೂಚಿಸಲಾಗುವುದು. ಕೆರೆಯ ಹೂಳೆತ್ತುವ ಕಾರ್ಯಕ್ಕೆ ಅನುದಾನ ಬಿಡುಗಡೆ ಮಾಡುವಂತೆ ಸರ್ಕಾರಕ್ಕೆ ಪ್ರಸ್ತಾವನೆ ಸಲ್ಲಿಸಲಾಗುವುದು ಎಂದರು. ಸಭೆಯಲ್ಲಿ ರೈತ ಸಂಘದ ಮುಖಂಡರು, ಅಚ್ಚುಕಟ್ಟುದಾರರು, ಸ್ವಾಮೀಜಿಗಳು ಹಾಗೂ ವಿವಿಧ ಇಲಾಖೆಯ ಅಧಿಕಾರಿಗಳು ಉಪಸ್ಥಿತರಿದ್ದರು. ಸೂಳೆಕೆರೆ ಹಿನ್ನೀರು ಪ್ರದೇಶದಲ್ಲಿ ಮೀನುಗಾರಿಕೆ ಹಾಗೂ ದೋಣಿ ವಿಹಾರ ವ್ಯವಸ್ಥೆ ಕಲ್ಪಿಸಲು ಯೋಜನೆ ರೂಪಿಸಬೇಕು ಎಂದು ಮುಖಂಡರು ಮನವಿ ಮಾಡಿದರು. ಸರ್ವೇ ನಂ. 2891 ಪ್ರದೇಶದ ವ್ಯಾಪ್ತಿಯ ಗಡಿಯನ್ನು ಗುರುತಿಸಿ ಒತ್ತುವರಿ ತೆರವುಗೊಳಿಸಬೇಕು ಎಂದು ಆಗ್ರಹಿಸಿದರು.: [208, 766, 530, 908]
- bus-schedule-line-2: ಸಂಜೆ 4.20ಕ್ಕೆ ದಾವಣಗೆರೆಯಿಂದ ಹೊರಟು ಹರಳಿ, ತ್ಯಾವಣಿಗೆ, ದೊಡ್ಡಘಟ್ಟ, ಚಿರಡೋಣಿ ಮಾರ್ಗವಾಗಿ 5.30ಕ್ಕೆ ಬಸವಾಪಟ್ಟಣ ತಲುಪುತ್ತದೆ. ನಂತರ 5.35ಕ್ಕೆ ಬಸವಾಪಟ್ಟಣದಿಂದ ಹೊರಟು ರಾತ್ರಿ 8.25ಕ್ಕೆ ಚನ್ನಗಿರಿ ತಲುಪುತ್ತದೆ.: [719, 348, 909, 387]
- story7-kicker: ಧ್ಯಾನ್‌ಚಂದ್ ಪ್ರಶಸ್ತಿ ಪುರಸ್ಕೃತ ಕ್ರೀಡಾಪಟು ಬಿ.ಸಿ. ಸುರೇಶ್: [492, 1038, 741, 1054]
- story6-body-left: [30, 1108, 172, 1426]
- masthead: [28, 28, 920, 88]
- megaphone-icon: ☞: [38, 568, 62, 592]
- people-decor: [711, 217, 916, 270]
- kirusuddi-label: ಕಿರುಸುದ್ದಿ: [76, 571, 120, 589]
- section-separator: [28, 1022, 918, 1028]
- story5-body: [714, 658, 918, 1014]
- story1-kicker: ಹಿಮೋಫಿಲಿಯಾ, ಥೆಲಸ್ಸೆಮಿಯಾ ರೋಗಿಗಳಿಗೆ ಸರ್ಕಾರದ ನೆರವು ಅಗತ್ಯ: [30, 98, 317, 113]
- photo-banner-text: DAVANGERE DIST REPORTERS GUILD: [735, 595, 879, 603]
